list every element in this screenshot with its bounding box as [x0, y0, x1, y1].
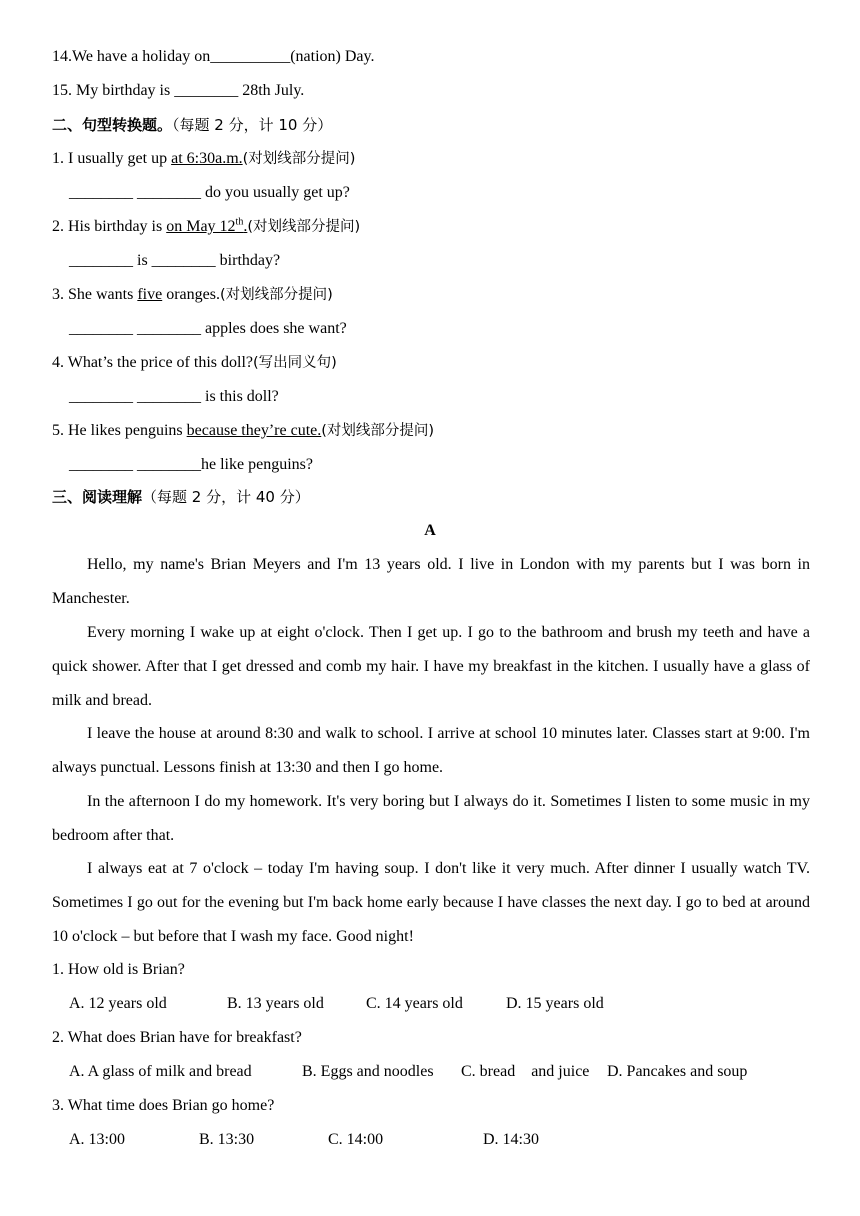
- item-text: I usually get up: [64, 150, 172, 167]
- underlined-period: .: [243, 218, 248, 235]
- section-2-heading: [52, 115, 810, 135]
- option-d: D. 14:30: [483, 1131, 539, 1148]
- question-text: My birthday is: [72, 82, 175, 99]
- answer-blank: __________: [210, 48, 291, 65]
- instruction: (对划线部分提问): [321, 423, 435, 439]
- item-number: 4.: [52, 354, 64, 371]
- option-a: A. 13:00: [69, 1131, 125, 1148]
- item-number: 2.: [52, 218, 64, 235]
- option-d: D. Pancakes and soup: [607, 1063, 748, 1080]
- section-title: 二、句型转换题。: [52, 116, 173, 134]
- option-c: C. 14 years old: [366, 995, 463, 1012]
- item-text: She wants: [64, 286, 138, 303]
- transform-item-2: [52, 217, 810, 237]
- item-text: What’s the price of this doll?: [64, 354, 253, 371]
- answer-line-1: ________ ________ do you usually get up?: [69, 184, 350, 201]
- underlined-text: on May 12: [166, 218, 236, 235]
- answer-line-4: ________ ________ is this doll?: [69, 388, 279, 405]
- underlined-part: [166, 218, 247, 235]
- section-score: （每题 2 分，计 10 分）: [172, 116, 333, 134]
- answer-line-2: ________ is ________ birthday?: [69, 252, 281, 269]
- reading-question-3: 3. What time does Brian go home?: [52, 1097, 275, 1114]
- instruction: (对划线部分提问): [242, 151, 356, 167]
- item-number: 1.: [52, 150, 64, 167]
- item-text: He likes penguins: [64, 422, 187, 439]
- question-number: 15.: [52, 82, 72, 99]
- underlined-part: at 6:30a.m.: [171, 150, 243, 167]
- passage-paragraph: I leave the house at around 8:30 and walk to school. I arrive at school 10 minutes later. Classes start at 9:00. I'm always punctual. Lessons finish at 13:30 and then I go home.: [52, 725, 810, 776]
- instruction: (写出同义句): [253, 355, 337, 371]
- option-a: A. 12 years old: [69, 995, 167, 1012]
- transform-item-5: [52, 421, 810, 441]
- item-text: His birthday is: [64, 218, 167, 235]
- item-number: 5.: [52, 422, 64, 439]
- ordinal-suffix: th: [235, 216, 244, 228]
- answer-line-5: ________ ________he like penguins?: [69, 456, 313, 473]
- question-text-end: 28th July.: [238, 82, 305, 99]
- instruction: (对划线部分提问): [219, 287, 333, 303]
- option-a: A. A glass of milk and bread: [69, 1063, 252, 1080]
- passage-paragraph: I always eat at 7 o'clock – today I'm having soup. I don't like it very much. After dinner I usually watch TV. Sometimes I go out for the evening but I'm back home early because I have classes the next day. I go to bed at around 10 o'clock – but before that I wash my face. Good night!: [52, 860, 810, 945]
- reading-question-1: 1. How old is Brian?: [52, 961, 185, 978]
- item-text-end: oranges.: [162, 286, 220, 303]
- underlined-part: because they’re cute.: [186, 422, 322, 439]
- option-d: D. 15 years old: [506, 995, 604, 1012]
- question-number: 14.: [52, 48, 72, 65]
- answer-line-3: ________ ________ apples does she want?: [69, 320, 347, 337]
- underlined-part: five: [137, 286, 163, 303]
- instruction: (对划线部分提问): [247, 219, 361, 235]
- question-text-end: (nation) Day.: [290, 48, 375, 65]
- transform-item-4: [52, 353, 810, 373]
- passage-paragraph: Every morning I wake up at eight o'clock. Then I get up. I go to the bathroom and brush my teeth and have a quick shower. After that I get dressed and comb my hair. I have my breakfast in the kitchen. I usually have a glass of milk and bread.: [52, 624, 810, 709]
- option-c: C. bread and juice: [461, 1063, 590, 1080]
- passage-paragraph: In the afternoon I do my homework. It's very boring but I always do it. Sometimes I listen to some music in my bedroom after that.: [52, 793, 810, 844]
- answer-blank: ________: [174, 82, 239, 99]
- option-b: B. 13:30: [199, 1131, 255, 1148]
- question-text: We have a holiday on: [72, 48, 211, 65]
- option-c: C. 14:00: [328, 1131, 384, 1148]
- fill-question-15: [52, 81, 810, 101]
- item-number: 3.: [52, 286, 64, 303]
- reading-question-2: 2. What does Brian have for breakfast?: [52, 1029, 302, 1046]
- fill-question-14: [52, 47, 810, 67]
- section-title: 三、阅读理解: [52, 488, 143, 506]
- option-b: B. 13 years old: [227, 995, 324, 1012]
- passage-paragraph: Hello, my name's Brian Meyers and I'm 13 years old. I live in London with my parents but I was born in Manchester.: [52, 556, 810, 607]
- section-3-heading: [52, 487, 810, 507]
- transform-item-1: [52, 149, 810, 169]
- section-score: （每题 2 分，计 40 分）: [142, 488, 310, 506]
- option-b: B. Eggs and noodles: [302, 1063, 434, 1080]
- passage-label: A: [424, 522, 436, 539]
- transform-item-3: [52, 285, 810, 305]
